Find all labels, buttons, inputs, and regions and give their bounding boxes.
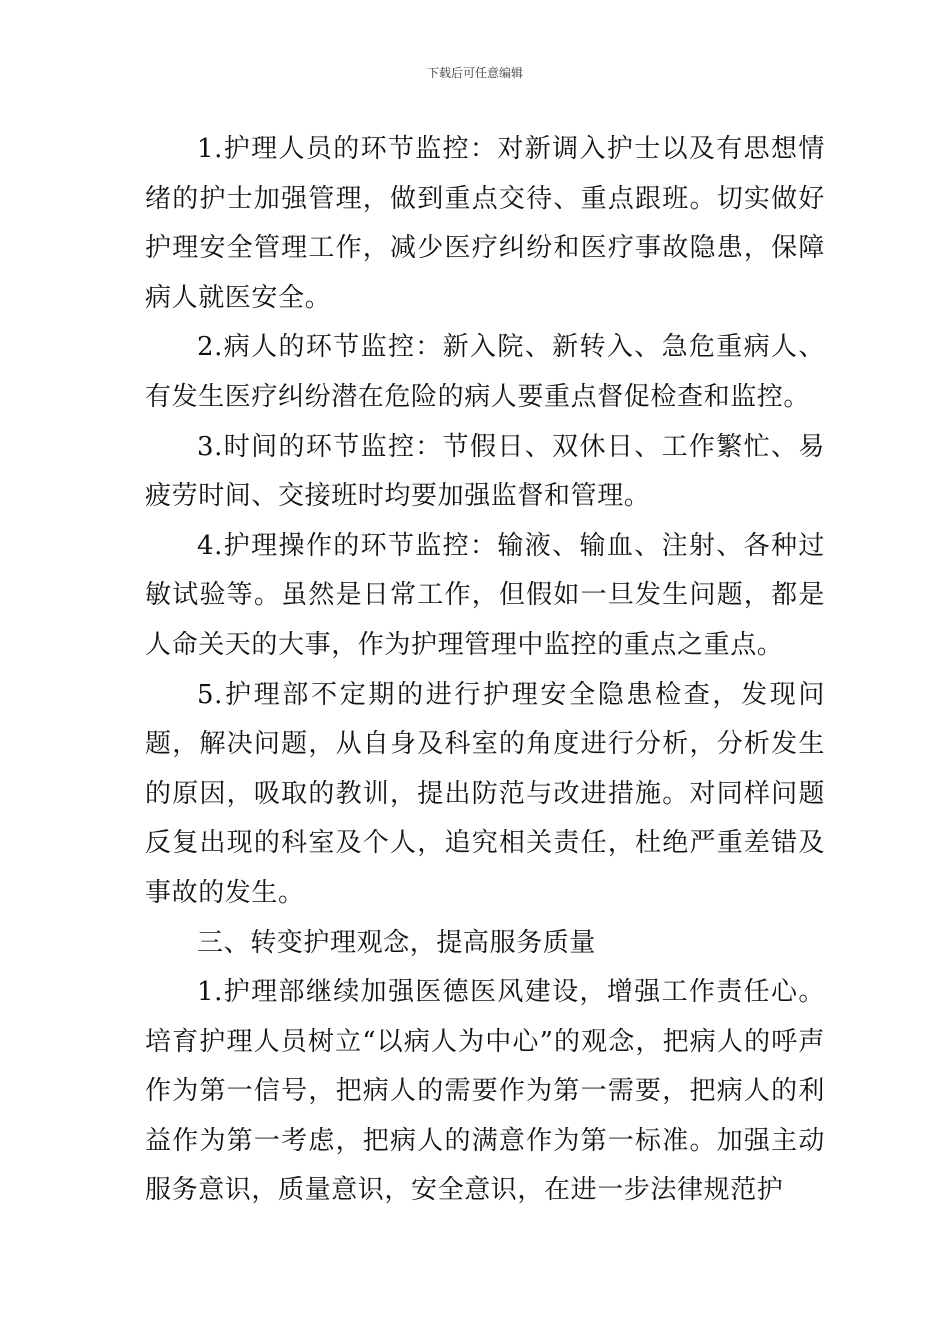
paragraph-operation-monitoring: 4.护理操作的环节监控：输液、输血、注射、各种过敏试验等。虽然是日常工作，但假如一旦发生问题，都是人命关天的大事，作为护理管理中监控的重点之重点。 <box>145 530 825 660</box>
paragraph-nurse-monitoring: 1.护理人员的环节监控：对新调入护士以及有思想情绪的护士加强管理，做到重点交待、重点跟班。切实做好护理安全管理工作，减少医疗纠纷和医疗事故隐患，保障病人就医安全。 <box>145 134 825 313</box>
paragraph-patient-monitoring: 2.病人的环节监控：新入院、新转入、急危重病人、有发生医疗纠纷潜在危险的病人要重点督促检查和监控。 <box>145 332 825 412</box>
paragraph-safety-inspection: 5.护理部不定期的进行护理安全隐患检查，发现问题，解决问题，从自身及科室的角度进行分析，分析发生的原因，吸取的教训，提出防范与改进措施。对同样问题反复出现的科室及个人，追究相关责任，杜绝严重差错及事故的发生。 <box>145 679 825 908</box>
page-header-note: 下载后可任意编辑 <box>426 66 523 80</box>
paragraph-ethics-building: 1.护理部继续加强医德医风建设，增强工作责任心。培育护理人员树立“以病人为中心”的观念，把病人的呼声作为第一信号，把病人的需要作为第一需要，把病人的利益作为第一考虑，把病人的满意作为第一标准。加强主动服务意识，质量意识，安全意识，在进一步法律规范护 <box>145 977 825 1206</box>
paragraph-time-monitoring: 3.时间的环节监控：节假日、双休日、工作繁忙、易疲劳时间、交接班时均要加强监督和管理。 <box>145 431 825 512</box>
section-heading-3: 三、转变护理观念，提高服务质量 <box>197 927 597 958</box>
document-body <box>145 125 825 1216</box>
